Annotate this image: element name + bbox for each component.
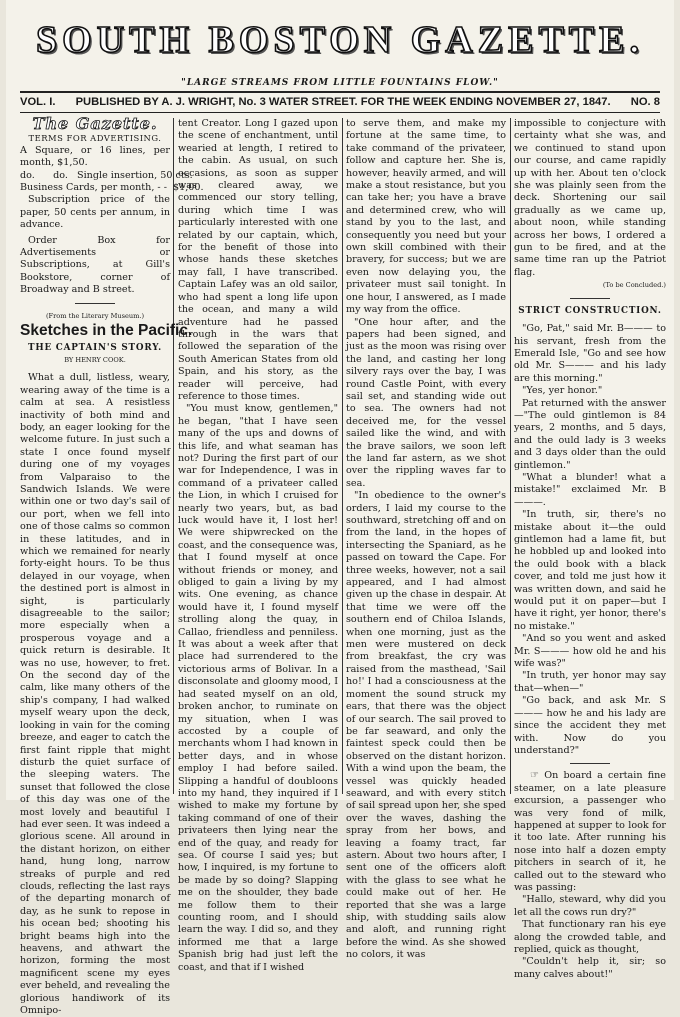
terms-line: Subscription price of the paper, 50 cents per annum, in advance. bbox=[20, 194, 170, 231]
anecdote-paragraph bbox=[514, 770, 666, 894]
story-paragraph: impossible to conjecture with certainty what she was, and we continued to stand upon our course, and came rapidly up with her. About ten o'clock she was plainly seen from the deck. Shortening our sail gradually as we came up, about noon, while standing across her bows, I ordered a gun to be fired, and at the same time ran up the Patriot flag. bbox=[514, 118, 666, 278]
strict-construction-heading: STRICT CONSTRUCTION. bbox=[518, 305, 662, 316]
separator bbox=[75, 303, 115, 304]
anecdote-paragraph: "What a blunder! what a mistake!" exclaimed Mr. B———. bbox=[514, 471, 666, 508]
volume-label: VOL. I. bbox=[20, 96, 56, 108]
anecdote-paragraph: "Go back, and ask Mr. S——— how he and his lady are since the accident they met with. Now do you understand?" bbox=[514, 695, 666, 756]
story-paragraph: "One hour after, and the papers had been signed, and just as the moon was rising over the land, and casting her long silvery rays over the bay, I was round Castle Point, with every sail set, and standing wide out to sea. The owners had not deceived me, for the vessel sailed like the wind, and with the brave sailors, we soon left the land far astern, as we shot over the rippling waves far to sea. bbox=[346, 316, 506, 489]
anecdote-paragraph: "Yes, yer honor." bbox=[522, 385, 603, 397]
story-subtitle: THE CAPTAIN'S STORY. bbox=[27, 342, 163, 353]
anecdote-paragraph: "Go, Pat," said Mr. B——— to his servant, fresh from the Emerald Isle, "Go and see how old Mr. S——— and his lady are this morning." bbox=[514, 323, 666, 384]
separator bbox=[570, 298, 610, 299]
terms-line: Order Box for Advertisements or Subscriptions, at Gill's Bookstore, corner of Broadway and B street. bbox=[20, 234, 170, 296]
column-4 bbox=[514, 118, 666, 980]
column-divider bbox=[342, 118, 343, 794]
anecdote-paragraph: That functionary ran his eye along the crowded table, and replied, quick as thought, bbox=[514, 919, 666, 955]
anecdote-paragraph: "In truth, yer honor may say that—when—" bbox=[514, 670, 666, 694]
top-rule bbox=[20, 91, 660, 93]
publication-info-bar bbox=[20, 96, 660, 108]
story-paragraph: "You must know, gentlemen," he began, "that I have seen many of the ups and downs of this life, and what seaman has not? During the first part of our war for Independence, I was in command of a privateer called the Lion, in which I cruised for nearly two years, but, as bad luck would have it, I lost her! We were shipwrecked on the coast, and the consequence was, that I found myself at once without friends or money, and obliged to gain a living by my wits. One evening, as chance would have it, I found myself strolling along the quay, in Callao, friendless and penniless. It was about a week after that place had surrendered to the victorious arms of Bolivar. In a disconsolate and gloomy mood, I had seated myself on an old, broken anchor, to ruminate on my situation, when I was accosted by a couple of merchants whom I had known in better days, and in whose employ I had before sailed. Slipping a handful of doubloons into my hand, they inquired if I wished to make my fortune by taking command of one of their privateers then lying near the end of the quay, and ready for sea. Of course I said yes; but how, I inquired, is my fortune to be made by so doing? Slapping me on the shoulder, they bade me follow them to their counting room, and I should learn the way. I did so, and they informed me that a large Spanish brig had just left the coast, and that if I wished bbox=[178, 403, 338, 973]
newspaper-page bbox=[6, 0, 674, 1017]
column-3 bbox=[346, 118, 507, 961]
terms-heading: TERMS FOR ADVERTISING. bbox=[28, 133, 162, 144]
anecdote-paragraph: "Couldn't help it, sir; so many calves about!" bbox=[514, 956, 666, 980]
anecdote-paragraph: "Hallo, steward, why did you let all the cows run dry?" bbox=[514, 894, 666, 918]
masthead-title: SOUTH BOSTON GAZETTE. bbox=[36, 19, 644, 61]
story-source: (From the Literary Museum.) bbox=[45, 311, 145, 320]
to-be-concluded: (To be Concluded.) bbox=[602, 281, 666, 290]
anecdote-paragraph: Pat returned with the answer—"The ould gintlemon is 84 years, 2 months, and 5 days, and the ould lady is 3 weeks and 3 days older than the ould gintlemon." bbox=[514, 397, 666, 471]
column-divider bbox=[510, 118, 511, 794]
anecdote-text: On board a certain fine steamer, on a late pleasure excursion, a passenger who was very fond of milk, happened at supper to look for it too late. After running his nose into half a dozen empty pitchers in search of it, he called out to the steward who was passing: bbox=[514, 770, 666, 893]
bottom-rule bbox=[20, 112, 660, 113]
story-title: Sketches in the Pacific. bbox=[20, 322, 193, 340]
story-paragraph: tent Creator. Long I gazed upon the scene of enchantment, until wearied at length, I retired to the cabin. As usual, on such occasions, as soon as supper was cleared away, we commenced our story telling, during which time I was particularly interested with one related by our captain, which, for the benefit of those into whose hands these sketches may fall, I have transcribed. Captain Lafey was an old sailor, who had spent a long life upon the ocean, and many a wild adventure had he passed through in the wars that followed the separation of the South American States from old Spain, and his story, as the reader will perceive, had reference to those times. bbox=[178, 118, 338, 402]
issue-number: NO. 8 bbox=[630, 96, 660, 108]
pointing-hand-icon: ☞ bbox=[530, 770, 539, 782]
anecdote-paragraph: "And so you went and asked Mr. S——— how old he and his wife was?" bbox=[514, 633, 666, 670]
publisher-line: PUBLISHED BY A. J. WRIGHT, No. 3 WATER STREET. FOR THE WEEK ENDING NOVEMBER 27, 1847. bbox=[75, 96, 611, 108]
column-divider bbox=[173, 118, 174, 794]
terms-line: A Square, or 16 lines, per month, $1,50. bbox=[20, 144, 170, 169]
separator bbox=[570, 763, 610, 764]
masthead-motto: "LARGE STREAMS FROM LITTLE FOUNTAINS FLOW." bbox=[181, 78, 499, 88]
story-paragraph: "In obedience to the owner's orders, I laid my course to the southward, stretching off and on from the land, in the hopes of intersecting the Spaniard, as he passed on toward the Cape. For three weeks, however, not a sail appeared, and I had almost given up the chase in despair. At that time we were off the southern end of Chiloa Islands, when one morning, just as the men were mustered on deck from breakfast, the cry was raised from the masthead, 'Sail ho!' I had a consciousness at the moment the sound struck my ears, that there was the object of our search. The sail proved to be far seaward, and only the faintest speck could then be observed on the distant horizon. With a wind upon the beam, the vessel was quickly headed seaward, and with every stitch of sail spread upon her, she sped over the waves, dashing the spray from her bows, and leaving a foamy tract, far astern. About two hours after, I sent one of the officers aloft with the glass to see what he could make out of her. He reported that she was a large ship, with studding sails alow and aloft, and running right before the wind. As she showed no colors, it was bbox=[346, 490, 506, 961]
story-paragraph: to serve them, and make my fortune at the same time, to take command of the privateer, follow and capture her. She is, however, heavily armed, and will make a stout resistance, but you can take her; you have a brave and determined crew, who will stand by you to the last, and consequently you need but your own skill combined with their bravery, for success; but we are even now delaying you, the privateer must sail tonight. In one hour, I answered, as I made my way from the office. bbox=[346, 118, 507, 316]
gazette-title: The Gazette. bbox=[32, 114, 158, 133]
column-2 bbox=[178, 118, 338, 973]
story-paragraph: What a dull, listless, weary, wearing away of the time is a calm at sea. A resistless inactivity of both mind and body, an eager looking for the welcome future. In just such a state I once found myself during one of my voyages from Valparaiso to the Sandwich Islands. We were within one or two day's sail of our port, when we fell into one of those calms so common in these latitudes, and in which we remained for nearly forty-eight hours. To be thus delayed in our voyage, when the destined port is almost in sight, is particularly disagreeable to the sailor; more especially when a prosperous voyage and a quick return is desirable. It was no use, however, to fret. On the second day of the calm, like many others of the ship's company, I had walked myself weary upon the deck, looking in vain for the coming breeze, and eager to catch the first faint ripple that might disturb the quiet surface of the sleeping waters. The sunset that followed the close of this day was one of the most lovely and beautiful I had ever seen. It was indeed a glorious scene. All around in the distant horizon, on either hand, hung long, narrow streaks of purple and red clouds, reflecting the last rays of the departing monarch of day, as he sunk to repose in his ocean bed; shooting his bright beams high into the heavens, and athwart the horizon, forming the most magnificent scene my eyes ever beheld, and revealing the glorious handiwork of its Omnipo- bbox=[20, 372, 170, 1017]
story-byline: BY HENRY COOK. bbox=[64, 355, 126, 364]
terms-line: do. do. Single insertion, 50 cts. bbox=[20, 169, 193, 181]
column-1 bbox=[20, 114, 204, 1017]
anecdote-paragraph: "In truth, sir, there's no mistake about it—the ould gintlemon had a lame fit, but he hobbled up and looked into the ould book with a black cover, and told me just how it was written down, and said he would put it on paper—but I have it right, yer honor, there's no mistake." bbox=[514, 509, 666, 632]
terms-line: Business Cards, per month, - - $1,00. bbox=[20, 182, 204, 194]
